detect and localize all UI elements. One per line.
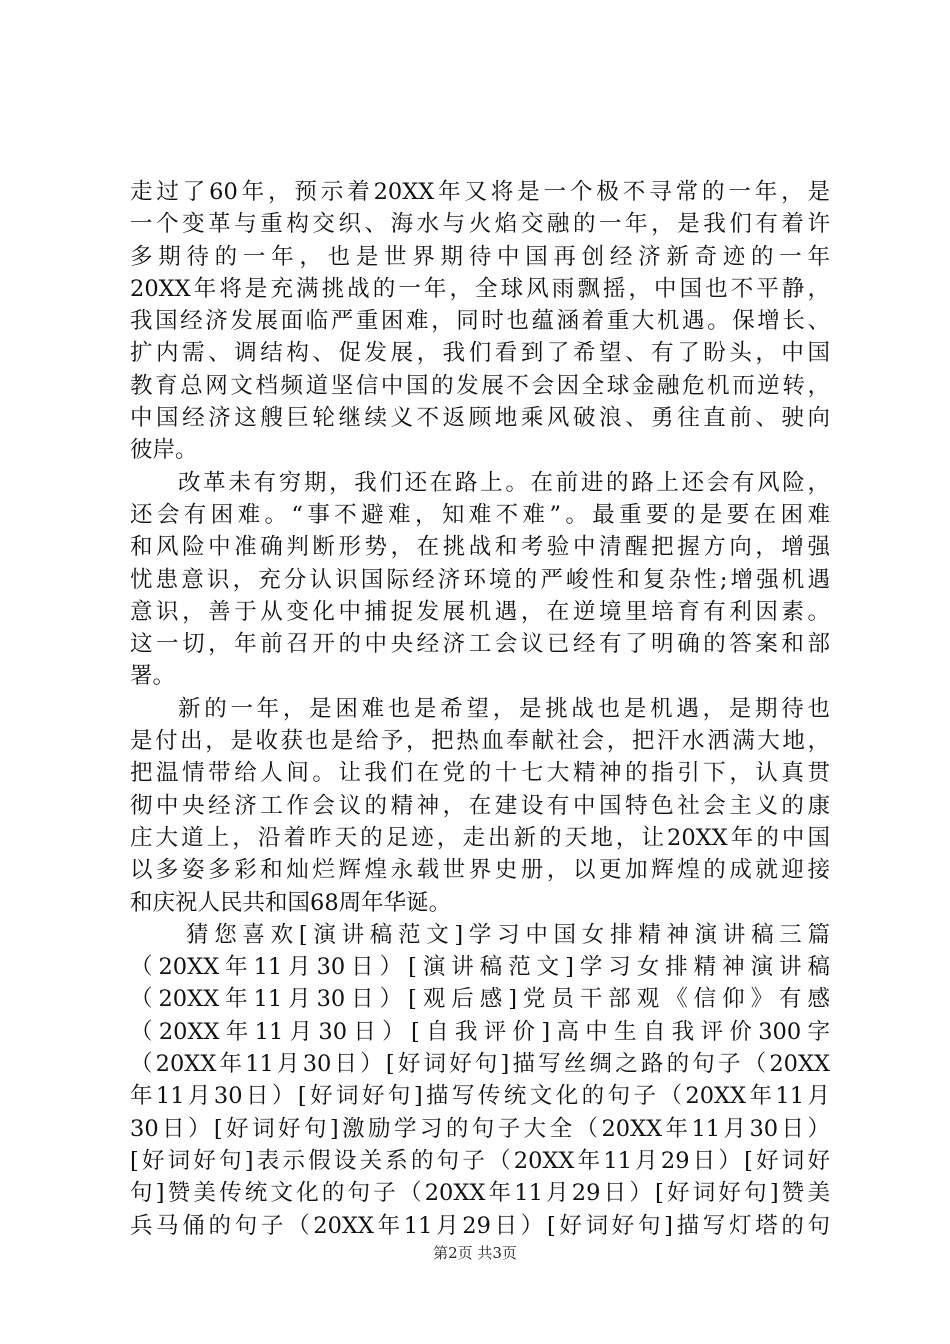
text-line: 新的一年，是困难也是希望，是挑战也是机遇，是期待也 <box>178 695 830 722</box>
text-line: 和风险中准确判断形势，在挑战和考验中清醒把握方向，增强 <box>130 534 830 561</box>
text-line: 忧患意识，充分认识国际经济环境的严峻性和复杂性;增强机遇 <box>130 566 830 593</box>
text-line: 一个变革与重构交织、海水与火焰交融的一年，是我们有着许 <box>130 211 830 238</box>
text-line: 20XX年将是充满挑战的一年，全球风雨飘摇，中国也不平静， <box>130 275 830 302</box>
text-line: 猜您喜欢[演讲稿范文]学习中国女排精神演讲稿三篇 <box>186 921 830 948</box>
text-line: 我国经济发展面临严重困难，同时也蕴涵着重大机遇。保增长、 <box>130 308 830 335</box>
text-line: 中国经济这艘巨轮继续义不返顾地乘风破浪、勇往直前、驶向 <box>130 405 830 432</box>
text-line: 多期待的一年，也是世界期待中国再创经济新奇迹的一年 <box>130 243 830 270</box>
text-line: 走过了60年，预示着20XX年又将是一个极不寻常的一年，是 <box>130 179 830 205</box>
text-line: 署。 <box>130 663 176 690</box>
text-line: 把温情带给人间。让我们在党的十七大精神的指引下，认真贯 <box>130 760 830 787</box>
text-line: 意识，善于从变化中捕捉发展机遇，在逆境里培育有利因素。 <box>130 598 830 625</box>
document-body <box>130 176 830 1242</box>
text-line: 彻中央经济工作会议的精神，在建设有中国特色社会主义的康 <box>130 792 830 819</box>
text-line: 年11月30日）[好词好句]描写传统文化的句子（20XX年11月 <box>130 1083 830 1110</box>
text-line: （20XX年11月30日）[演讲稿范文]学习女排精神演讲稿 <box>130 954 830 981</box>
text-line: 扩内需、调结构、促发展，我们看到了希望、有了盼头，中国 <box>130 340 830 367</box>
paragraph <box>130 176 830 467</box>
text-line: 30日）[好词好句]激励学习的句子大全（20XX年11月30日） <box>130 1115 830 1142</box>
text-line: 这一切，年前召开的中央经济工会议已经有了明确的答案和部 <box>130 631 830 658</box>
text-line: 句]赞美传统文化的句子（20XX年11月29日）[好词好句]赞美 <box>130 1180 830 1207</box>
text-line: 兵马俑的句子（20XX年11月29日）[好词好句]描写灯塔的句 <box>130 1212 830 1239</box>
page-footer: 第2页 共3页 <box>433 1244 517 1262</box>
text-line: 和庆祝人民共和国68周年华诞。 <box>130 889 452 916</box>
text-line: [好词好句]表示假设关系的句子（20XX年11月29日）[好词好 <box>130 1147 830 1174</box>
text-line: 庄大道上，沿着昨天的足迹，走出新的天地，让20XX年的中国 <box>130 824 830 851</box>
text-line: 是付出，是收获也是给予，把热血奉献社会，把汗水洒满大地， <box>130 728 830 755</box>
text-line: 改革未有穷期，我们还在路上。在前进的路上还会有风险， <box>178 469 830 496</box>
text-line: 教育总网文档频道坚信中国的发展不会因全球金融危机而逆转， <box>130 372 830 399</box>
paragraph <box>130 919 830 1242</box>
text-line: （20XX年11月30日）[观后感]党员干部观《信仰》有感 <box>130 986 830 1013</box>
paragraph <box>130 693 830 919</box>
text-line: 以多姿多彩和灿烂辉煌永载世界史册，以更加辉煌的成就迎接 <box>130 857 830 884</box>
text-line: 彼岸。 <box>130 437 198 464</box>
text-line: （20XX年11月30日）[自我评价]高中生自我评价300字 <box>130 1018 830 1045</box>
text-line: 还会有困难。“事不避难，知难不难”。最重要的是要在困难 <box>130 501 830 528</box>
text-line: （20XX年11月30日）[好词好句]描写丝绸之路的句子（20XX <box>130 1051 830 1078</box>
paragraph <box>130 467 830 693</box>
